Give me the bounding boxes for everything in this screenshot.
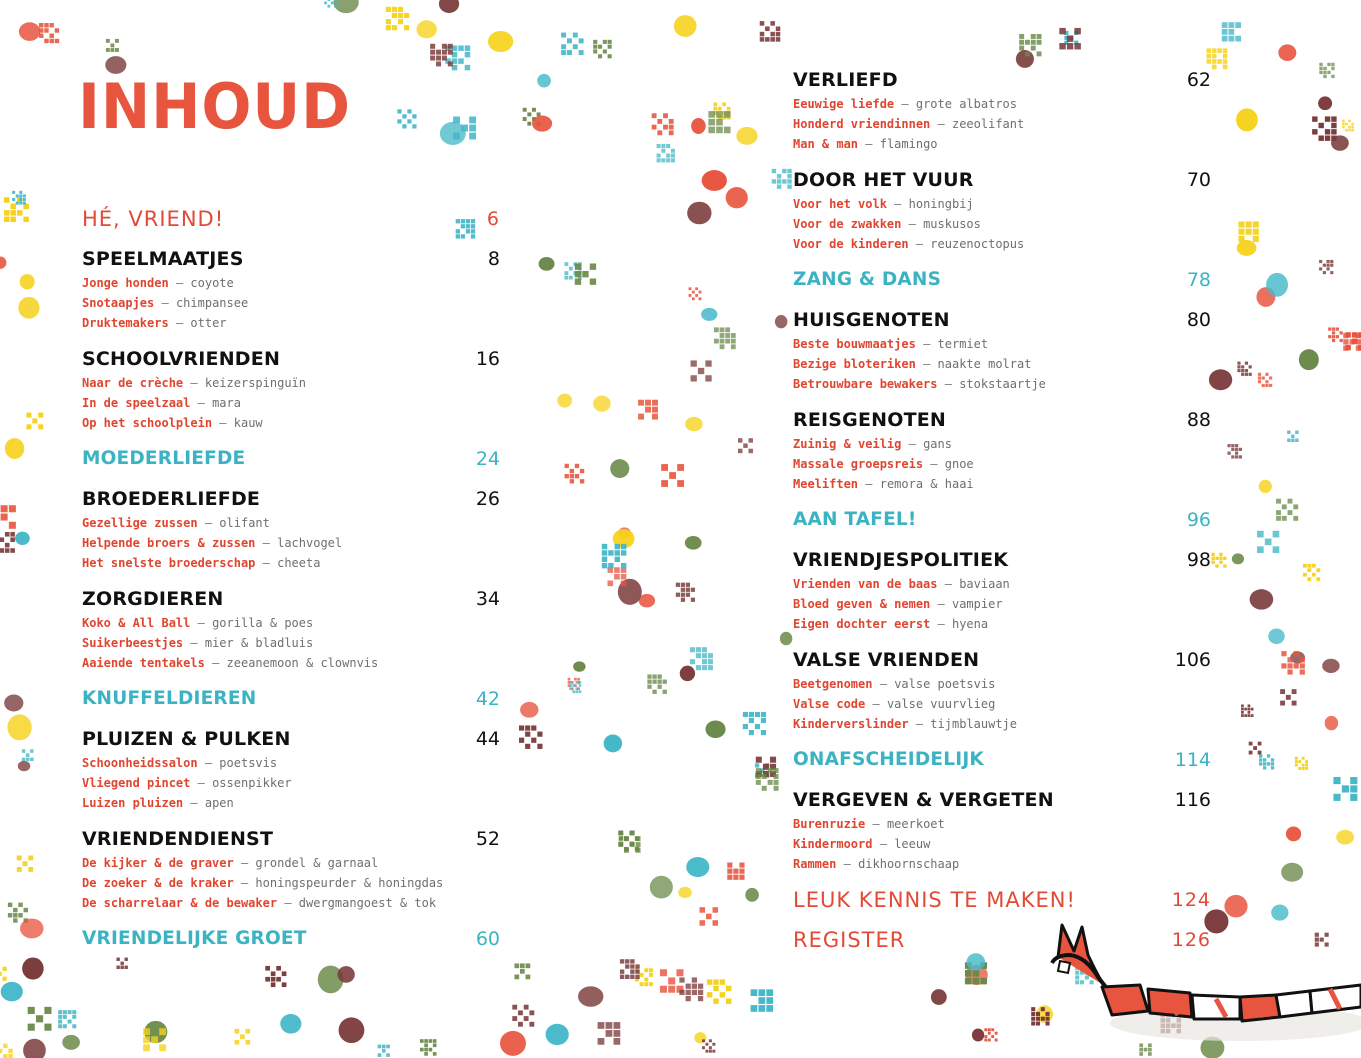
subchapter-title: De kijker & de graver [82,856,234,870]
animal-name: honingspeurder & honingdas [255,876,444,890]
animal-name: grondel & garnaal [255,856,379,870]
animal-name: gnoe [944,457,974,471]
subchapter-title: Beste bouwmaatjes [793,337,916,351]
separator-dash: — [843,857,851,871]
subchapter [793,454,1211,474]
page-number: 116 [1174,789,1211,811]
separator-dash: — [915,717,924,731]
animal-name: reuzenoctopus [930,237,1025,251]
subchapter [82,773,500,793]
separator-dash: — [865,477,873,491]
separator-dash: — [901,97,909,111]
page-number: 34 [475,588,500,610]
subchapter [82,893,500,913]
separator-dash: — [872,817,880,831]
page-number: 62 [1186,69,1211,91]
subchapter-title: Betrouwbare bewakers [793,377,938,391]
animal-name: baviaan [959,577,1010,591]
page-number: 26 [475,488,500,510]
subchapter [793,834,1211,854]
separator-dash: — [197,616,205,630]
page-number: 80 [1186,309,1211,331]
animal-name: mier & bladluis [204,636,314,650]
chapter-title: LEUK KENNIS TE MAKEN! [793,888,1076,912]
toc-entry [82,205,500,245]
animal-name: hyena [951,617,989,631]
subchapter-title: Eigen dochter eerst [793,617,931,631]
chapter-title: AAN TAFEL! [793,509,917,530]
chapter-title: DOOR HET VUUR [793,169,974,191]
subchapter [82,613,500,633]
page-number: 44 [475,728,500,750]
subchapter [793,374,1211,394]
animal-name: lachvogel [277,536,343,550]
animal-name: dikhoornschaap [858,857,960,871]
subchapter-title: Voor de kinderen [793,237,909,251]
subchapter [793,114,1211,134]
toc-entry [793,786,1211,886]
separator-dash: — [930,457,938,471]
subchapter [82,633,500,653]
subchapter [793,854,1211,874]
animal-name: cheeta [277,556,321,570]
animal-name: zeeanemoon & clownvis [226,656,379,670]
toc-entry [82,585,500,685]
animal-name: poetsvis [219,756,278,770]
subchapter-title: Schoonheidssalon [82,756,198,770]
subchapter [82,533,500,553]
subchapter-title: De scharrelaar & de bewaker [82,896,278,910]
page-number: 126 [1171,929,1211,951]
separator-dash: — [872,697,880,711]
subchapter-title: Burenruzie [793,817,866,831]
toc-entry [793,266,1211,306]
separator-dash: — [197,776,205,790]
separator-dash: — [219,416,227,430]
chapter-title: SPEELMAATJES [82,248,244,270]
animal-name: ossenpikker [212,776,292,790]
separator-dash: — [879,677,887,691]
subchapter-title: Bezige bloteriken [793,357,916,371]
subchapter-title: In de speelzaal [82,396,191,410]
subchapter [82,313,500,333]
toc-entry [793,66,1211,166]
subchapter-title: Gezellige zussen [82,516,198,530]
subchapter-title: Aaiende tentakels [82,656,205,670]
subchapter-title: Honderd vriendinnen [793,117,931,131]
subchapter-title: Snotaapjes [82,296,155,310]
subchapter-title: Zuinig & veilig [793,437,902,451]
subchapter-title: Voor het volk [793,197,887,211]
page-number: 16 [475,348,500,370]
subchapter-title: Vliegend pincet [82,776,191,790]
chapter-title: KNUFFELDIEREN [82,688,257,709]
animal-name: valse poetsvis [894,677,996,691]
centipede-illustration [1040,915,1361,1058]
subchapter-title: Jonge honden [82,276,169,290]
subchapter-title: Voor de zwakken [793,217,902,231]
subchapter [82,273,500,293]
animal-name: dwergmangoest & tok [298,896,437,910]
animal-name: mara [212,396,241,410]
toc-entry [793,746,1211,786]
animal-name: grote albatros [915,97,1018,111]
subchapter [82,513,500,533]
subchapter-title: Massale groepsreis [793,457,924,471]
subchapter [82,413,500,433]
subchapter [793,614,1211,634]
separator-dash: — [879,837,887,851]
toc-entry [793,406,1211,506]
separator-dash: — [865,137,873,151]
separator-dash: — [923,357,931,371]
toc-entry [82,485,500,585]
page-title: INHOUD [78,70,352,143]
page-number: 70 [1186,169,1211,191]
page-number: 78 [1186,269,1211,291]
subchapter-title: Suikerbeestjes [82,636,184,650]
separator-dash: — [190,376,198,390]
subchapter [793,694,1211,714]
chapter-title: BROEDERLIEFDE [82,488,261,510]
chapter-title: REGISTER [793,928,906,952]
separator-dash: — [262,536,270,550]
separator-dash: — [240,856,249,870]
animal-name: chimpansee [175,296,249,310]
toc-entry [82,725,500,825]
separator-dash: — [212,656,220,670]
animal-name: meerkoet [886,817,945,831]
chapter-title: SCHOOLVRIENDEN [82,348,281,370]
separator-dash: — [937,617,945,631]
subchapter [793,474,1211,494]
chapter-title: ZORGDIEREN [82,588,224,610]
subchapter [793,214,1211,234]
separator-dash: — [262,556,270,570]
toc-entry [82,925,500,965]
page-number: 88 [1186,409,1211,431]
animal-name: gans [923,437,952,451]
subchapter-title: Man & man [793,137,859,151]
separator-dash: — [190,796,198,810]
subchapter-title: Helpende broers & zussen [82,536,256,550]
subchapter [82,553,500,573]
separator-dash: — [204,516,213,530]
subchapter-title: Beetgenomen [793,677,873,691]
chapter-title: PLUIZEN & PULKEN [82,728,291,750]
subchapter [82,793,500,813]
animal-name: stokstaartje [959,377,1046,391]
chapter-title: VRIENDJESPOLITIEK [793,549,1009,571]
chapter-title: ONAFSCHEIDELIJK [793,749,984,770]
toc-entry [793,166,1211,266]
animal-name: honingbij [908,197,974,211]
separator-dash: — [937,597,945,611]
subchapter-title: Rammen [793,857,837,871]
animal-name: termiet [937,337,989,351]
separator-dash: — [175,316,184,330]
subchapter [793,334,1211,354]
subchapter [793,714,1211,734]
separator-dash: — [937,117,945,131]
separator-dash: — [197,396,205,410]
animal-name: olifant [219,516,270,530]
toc-entry [82,685,500,725]
subchapter [793,234,1211,254]
subchapter-title: Luizen pluizen [82,796,184,810]
subchapter [793,594,1211,614]
page-number: 42 [475,688,500,710]
subchapter [793,814,1211,834]
animal-name: remora & haai [879,477,974,491]
subchapter [793,674,1211,694]
chapter-title: HÉ, VRIEND! [82,207,225,231]
page-number: 124 [1171,889,1211,911]
chapter-title: VALSE VRIENDEN [793,649,980,671]
toc-entry [82,825,500,925]
page-number: 52 [475,828,500,850]
animal-name: leeuw [894,837,931,851]
subchapter-title: Op het schoolplein [82,416,213,430]
subchapter-title: Druktemakers [82,316,169,330]
separator-dash: — [175,276,184,290]
toc-entry [793,506,1211,546]
chapter-title: VRIENDELIJKE GROET [82,928,307,949]
subchapter-title: Meeliften [793,477,859,491]
toc-entry [82,345,500,445]
toc-entry [793,646,1211,746]
toc-column-right [793,66,1211,966]
subchapter-title: De zoeker & de kraker [82,876,234,890]
page-number: 60 [475,928,500,950]
subchapter-title: Koko & All Ball [82,616,191,630]
chapter-title: VRIENDENDIENST [82,828,274,850]
subchapter [793,354,1211,374]
animal-name: coyote [190,276,234,290]
separator-dash: — [161,296,169,310]
separator-dash: — [944,377,952,391]
chapter-title: ZANG & DANS [793,269,942,290]
subchapter-title: Het snelste broederschap [82,556,256,570]
subchapter [82,853,500,873]
subchapter [82,653,500,673]
page-number: 8 [487,248,500,270]
animal-name: gorilla & poes [212,616,314,630]
toc-column-left [82,205,500,965]
toc-entry [793,546,1211,646]
page-number: 96 [1186,509,1211,531]
animal-name: naakte molrat [937,357,1032,371]
separator-dash: — [240,876,249,890]
page-number: 106 [1174,649,1211,671]
animal-name: keizerspinguïn [204,376,307,390]
chapter-title: MOEDERLIEFDE [82,448,246,469]
subchapter [793,134,1211,154]
subchapter [82,753,500,773]
subchapter [82,293,500,313]
separator-dash: — [894,197,902,211]
page-number: 24 [475,448,500,470]
animal-name: zeeolifant [951,117,1025,131]
subchapter-title: Kindermoord [793,837,873,851]
animal-name: tijmblauwtje [930,717,1017,731]
separator-dash: — [923,337,931,351]
page-number: 98 [1186,549,1211,571]
animal-name: apen [204,796,234,810]
toc-entry [82,445,500,485]
animal-name: otter [190,316,227,330]
subchapter [82,873,500,893]
toc-entry [82,245,500,345]
subchapter [82,373,500,393]
animal-name: flamingo [879,137,938,151]
separator-dash: — [284,896,292,910]
subchapter-title: Kinderverslinder [793,717,909,731]
separator-dash: — [190,636,198,650]
animal-name: vampier [951,597,1003,611]
subchapter [793,574,1211,594]
subchapter [793,194,1211,214]
animal-name: valse vuurvlieg [886,697,996,711]
subchapter-title: Naar de crèche [82,376,184,390]
animal-name: kauw [233,416,263,430]
chapter-title: VERGEVEN & VERGETEN [793,789,1054,811]
subchapter [793,94,1211,114]
animal-name: muskusos [923,217,981,231]
toc-entry [793,306,1211,406]
subchapter [82,393,500,413]
subchapter [793,434,1211,454]
separator-dash: — [944,577,952,591]
page-number: 114 [1174,749,1211,771]
subchapter-title: Valse code [793,697,866,711]
chapter-title: VERLIEFD [793,69,898,91]
subchapter-title: Eeuwige liefde [793,97,895,111]
page-number: 6 [486,208,500,230]
separator-dash: — [915,237,924,251]
subchapter-title: Bloed geven & nemen [793,597,931,611]
subchapter-title: Vrienden van de baas [793,577,938,591]
separator-dash: — [908,437,916,451]
chapter-title: REISGENOTEN [793,409,947,431]
separator-dash: — [204,756,213,770]
separator-dash: — [908,217,916,231]
chapter-title: HUISGENOTEN [793,309,950,331]
